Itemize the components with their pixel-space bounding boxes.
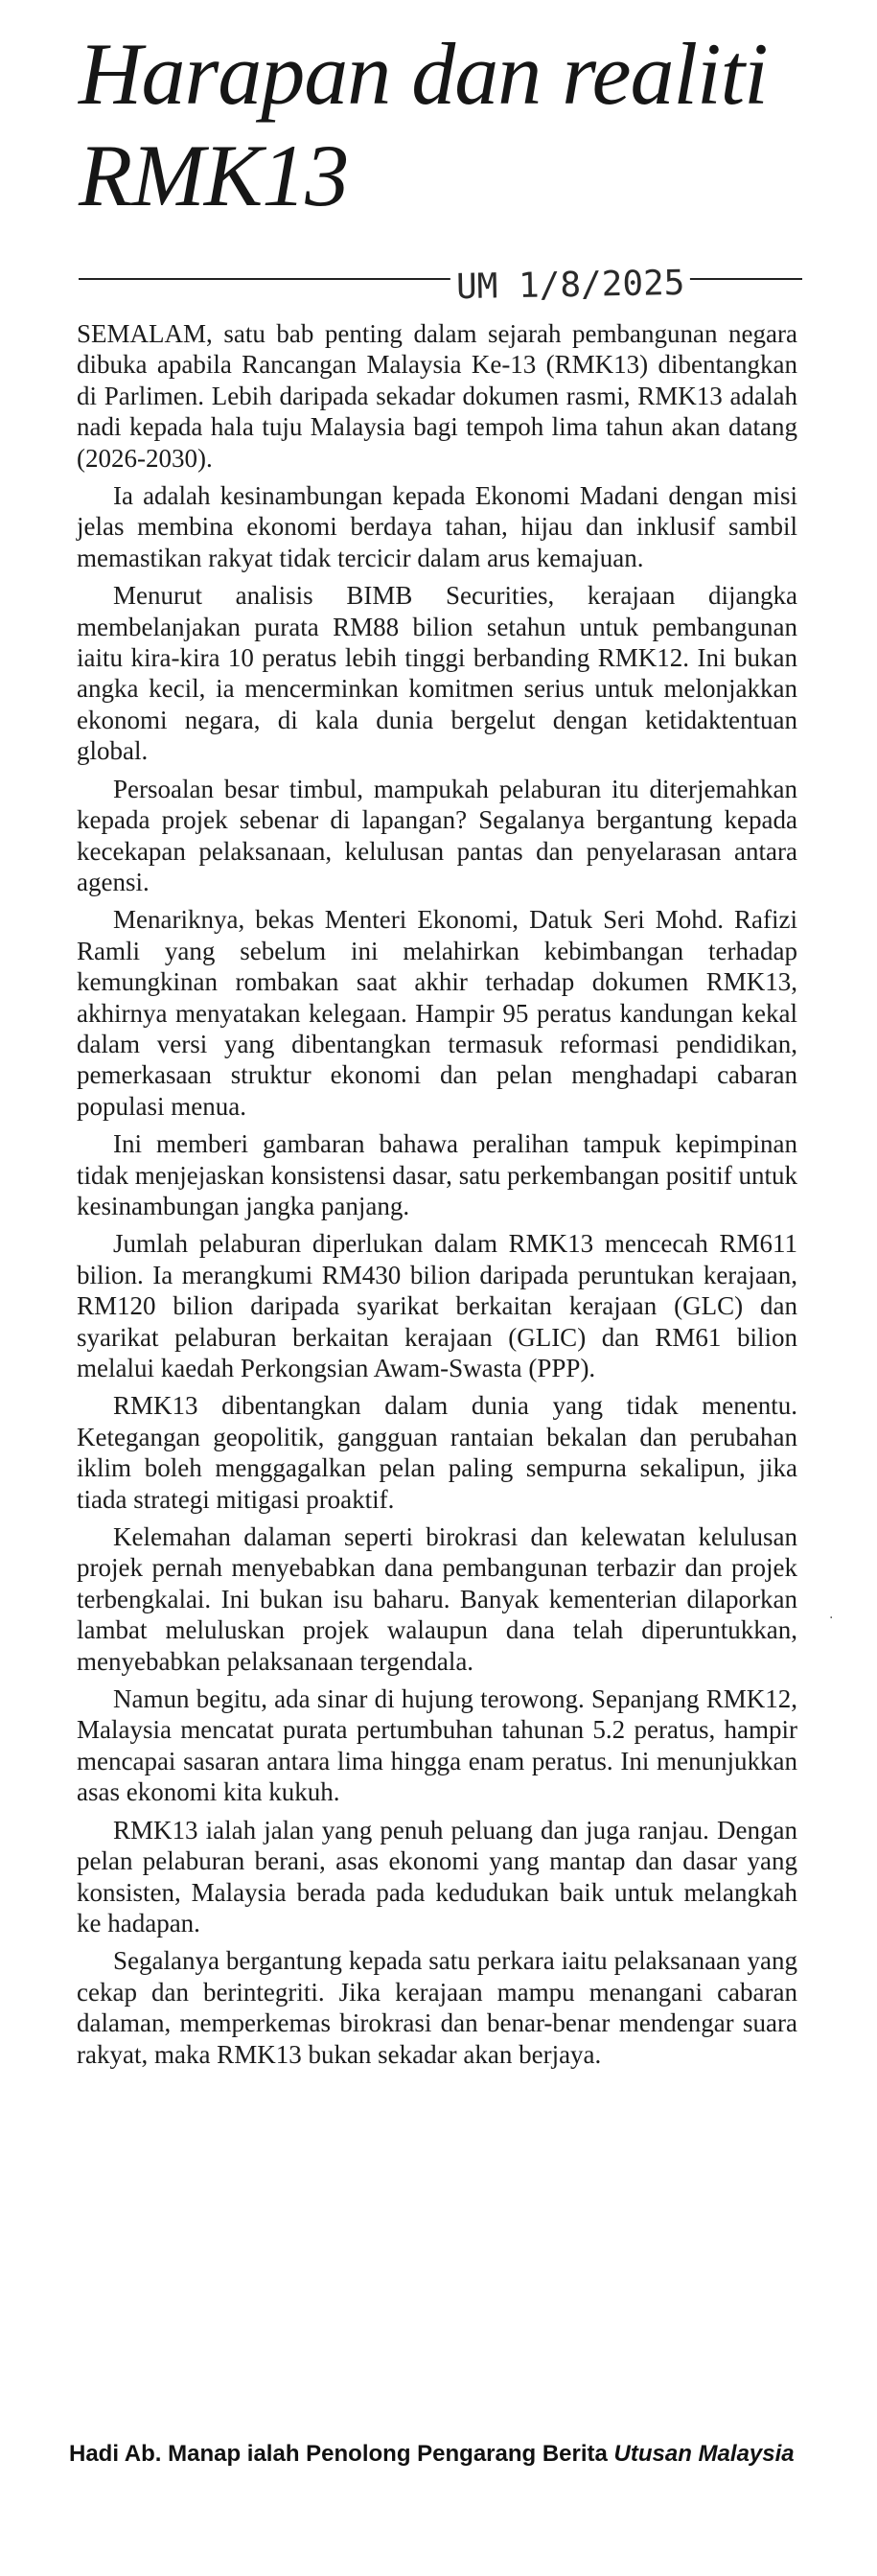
- title-divider: [79, 278, 802, 280]
- byline-text: Hadi Ab. Manap ialah Penolong Pengarang Berita: [69, 2441, 608, 2467]
- article-paragraph: Namun begitu, ada sinar di hujung terowong. Sepanjang RMK12, Malaysia mencatat purata pertumbuhan tahunan 5.2 peratus, hampir mencapai sasaran antara lima hingga enam peratus. Ini menunjukkan asas ekonomi kita kukuh.: [77, 1684, 797, 1807]
- scan-speck: ·: [829, 1611, 834, 1626]
- article-paragraph: Ini memberi gambaran bahawa peralihan tampuk kepimpinan tidak menjejaskan konsistensi dasar, satu perkembangan positif untuk kesinambungan jangka panjang.: [77, 1129, 797, 1220]
- article-paragraph: Jumlah pelaburan diperlukan dalam RMK13 mencecah RM611 bilion. Ia merangkumi RM430 bilion daripada peruntukan kerajaan, RM120 bilion daripada syarikat berkaitan kerajaan (GLC) dan syarikat pelaburan berkaitan kerajaan (GLIC) dan RM61 bilion melalui kaedah Perkongsian Awam-Swasta (PPP).: [77, 1229, 797, 1382]
- author-byline: [69, 2439, 807, 2469]
- article-paragraph: RMK13 dibentangkan dalam dunia yang tidak menentu. Ketegangan geopolitik, gangguan rantaian bekalan dan perubahan iklim boleh menggagalkan pelan paling sempurna sekalipun, jika tiada strategi mitigasi proaktif.: [77, 1391, 797, 1514]
- article-paragraph: Segalanya bergantung kepada satu perkara iaitu pelaksanaan yang cekap dan berintegriti. Jika kerajaan mampu menangani cabaran dalaman, memperkemas birokrasi dan benar-benar mendengar suara rakyat, maka RMK13 bukan sekadar akan berjaya.: [77, 1946, 797, 2069]
- article-body: [77, 318, 797, 2077]
- article-title: Harapan dan realiti RMK13: [79, 25, 768, 224]
- article-paragraph: Menurut analisis BIMB Securities, kerajaan dijangka membelanjakan purata RM88 bilion setahun untuk pembangunan iaitu kira-kira 10 peratus lebih tinggi berbanding RMK12. Ini bukan angka kecil, ia mencerminkan komitmen serius untuk melonjakkan ekonomi negara, di kala dunia bergelut dengan ketidaktentuan global.: [77, 581, 797, 766]
- article-paragraph: Persoalan besar timbul, mampukah pelaburan itu diterjemahkan kepada projek sebenar di lapangan? Segalanya bergantung kepada kecekapan pelaksanaan, kelulusan pantas dan penyelarasan antara agensi.: [77, 774, 797, 896]
- article-paragraph: Ia adalah kesinambungan kepada Ekonomi Madani dengan misi jelas membina ekonomi berdaya tahan, hijau dan inklusif sambil memastikan rakyat tidak tercicir dalam arus kemajuan.: [77, 481, 797, 572]
- handwritten-date-annotation: UM 1/8/2025: [450, 265, 691, 307]
- article-paragraph: Kelemahan dalaman seperti birokrasi dan kelewatan kelulusan projek pernah menyebabkan dana pembangunan terbazir dan projek terbengkalai. Ini bukan isu baharu. Banyak kementerian dilaporkan lambat meluluskan projek walaupun dana telah diperuntukkan, menyebabkan pelaksanaan tergendala.: [77, 1522, 797, 1676]
- article-paragraph: SEMALAM, satu bab penting dalam sejarah pembangunan negara dibuka apabila Rancangan Malaysia Ke-13 (RMK13) dibentangkan di Parlimen. Lebih daripada sekadar dokumen rasmi, RMK13 adalah nadi kepada hala tuju Malaysia bagi tempoh lima tahun akan datang (2026-2030).: [77, 319, 797, 473]
- article-paragraph: RMK13 ialah jalan yang penuh peluang dan juga ranjau. Dengan pelan pelaburan berani, asas ekonomi yang mantap dan dasar yang konsisten, Malaysia berada pada kedudukan baik untuk melangkah ke hadapan.: [77, 1815, 797, 1938]
- byline-publication: Utusan Malaysia: [613, 2441, 795, 2467]
- article-paragraph: Menariknya, bekas Menteri Ekonomi, Datuk Seri Mohd. Rafizi Ramli yang sebelum ini melahirkan kebimbangan terhadap kemungkinan rombakan saat akhir terhadap dokumen RMK13, akhirnya menyatakan kelegaan. Hampir 95 peratus kandungan kekal dalam versi yang dibentangkan termasuk reformasi pendidikan, pemerkasaan struktur ekonomi dan pelan menghadapi cabaran populasi menua.: [77, 905, 797, 1121]
